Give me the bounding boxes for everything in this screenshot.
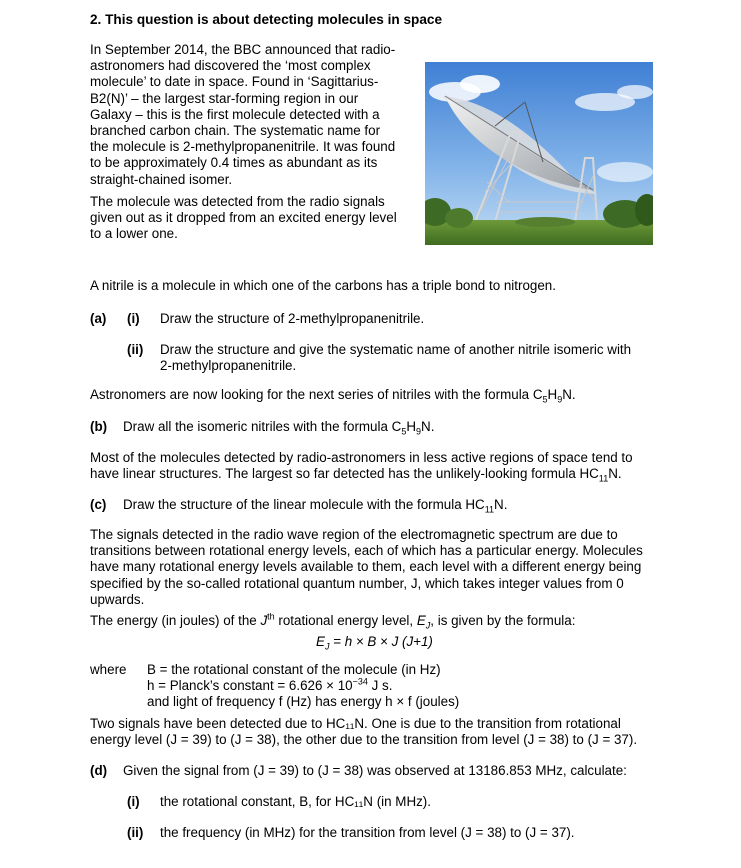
nitrile-definition: A nitrile is a molecule in which one of the carbons has a triple bond to nitrogen.: [90, 278, 556, 293]
part-d-text: Given the signal from (J = 39) to (J = 38) was observed at 13186.853 MHz, calculate:: [123, 763, 627, 778]
detection-paragraph: The molecule was detected from the radio signals given out as it dropped from an excited energy level to a lower one.: [90, 194, 397, 242]
where-definitions: B = the rotational constant of the molecule (in Hz) h = Planck’s constant = $6.626 \times 10^{-34}$ J s. and light of frequency f (Hz) has energy h × f (joules): [147, 662, 460, 710]
part-d-label: (d): [90, 763, 108, 778]
part-d-ii-label: (ii): [127, 825, 144, 840]
part-a-ii-text: Draw the structure and give the systematic name of another nitrile isomeric with 2-methylpropanenitrile.: [160, 342, 632, 374]
question-title: 2. This question is about detecting molecules in space: [90, 12, 443, 27]
part-a-label: (a): [90, 311, 107, 326]
part-a-i-text: Draw the structure of 2-methylpropanenitrile.: [160, 311, 425, 326]
where-label: where: [90, 662, 127, 677]
energy-line: The energy (in joules) of the $J^{th}$ rotational energy level, $E_J$, is given by the formula:: [90, 611, 576, 631]
part-c-label: (c): [90, 497, 107, 512]
astronomers-line: Astronomers are now looking for the next series of nitriles with the formula $C_5H_9N$.: [90, 387, 576, 405]
part-b-text: Draw all the isomeric nitriles with the formula $C_5H_9N$.: [123, 419, 435, 437]
radio-telescope-photo: [425, 62, 653, 245]
two-signals-paragraph: Two signals have been detected due to HC₁₁N. One is due to the transition from rotational energy level (J = 39) to (J = 38), the other due to the transition from level (J = 38) to (J = 37).: [90, 716, 638, 748]
part-d-i-label: (i): [127, 794, 140, 809]
part-d-ii-text: the frequency (in MHz) for the transition from level (J = 38) to (J = 37).: [160, 825, 575, 840]
part-a-ii-label: (ii): [127, 342, 144, 357]
signals-paragraph: The signals detected in the radio wave region of the electromagnetic spectrum are due to transitions between rotational energy levels, each of which has a particular energy. Molecules have many rotational energy levels available to them, each level with a different energy being specified by the so-called rotational quantum number, J, which takes integer values from 0 upwards.: [90, 527, 643, 607]
part-b-label: (b): [90, 419, 108, 434]
part-d-i-text: the rotational constant, B, for HC₁₁N (in MHz).: [160, 794, 431, 809]
part-c-text: Draw the structure of the linear molecule with the formula $HC_{11}N$.: [123, 497, 508, 515]
energy-formula: $E_J = h \times B \times J$ (J+1): [316, 634, 433, 652]
part-a-i-label: (i): [127, 311, 140, 326]
linear-paragraph: Most of the molecules detected by radio-astronomers in less active regions of space tend to have linear structures. The largest so far detected has the unlikely-looking formula $HC_{11}N$.: [90, 450, 633, 484]
intro-paragraph: In September 2014, the BBC announced that radio- astronomers had discovered the ‘most complex molecule’ to date in space. Found in ‘Sagittarius- B2(N)’ – the largest star-forming region in our Galaxy – this is the first molecule detected with a branched carbon chain. The systematic name for the molecule is 2-methylpropanenitrile. It was found to be approximately 0.4 times as abundant as its straight-chained isomer.: [90, 42, 396, 187]
